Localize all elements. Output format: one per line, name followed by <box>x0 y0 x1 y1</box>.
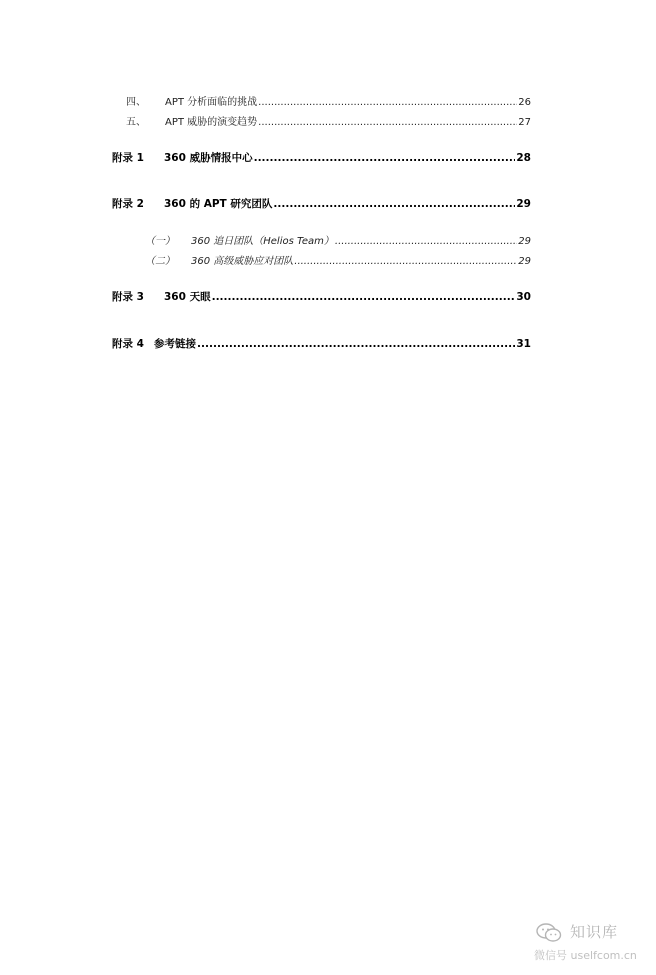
toc-leader-dots <box>273 198 515 210</box>
toc-entry-number: （二） <box>145 256 175 267</box>
toc-entry-page: 29 <box>518 236 531 247</box>
toc-entry-number: 四、 <box>126 97 146 108</box>
toc-entry-page: 29 <box>516 198 531 210</box>
toc-entry-page: 29 <box>518 256 531 267</box>
toc-leader-dots <box>254 152 516 164</box>
wechat-icon <box>536 923 562 943</box>
toc-entry-appendix-1[interactable] <box>112 150 531 165</box>
toc-entry-title: 360 高级威胁应对团队 <box>191 256 294 267</box>
toc-entry-title: 360 天眼 <box>164 291 211 303</box>
toc-leader-dots <box>335 236 517 247</box>
toc-entry-appendix-3[interactable] <box>112 289 531 304</box>
toc-entry-number: （一） <box>145 236 175 247</box>
toc-entry-title: 360 追日团队（Helios Team） <box>191 236 334 247</box>
toc-entry-page: 30 <box>516 291 531 303</box>
watermark <box>534 921 646 967</box>
toc-entry-appendix-2[interactable] <box>112 196 531 211</box>
toc-entry-page: 31 <box>516 338 531 350</box>
toc-entry-title: 360 威胁情报中心 <box>164 152 253 164</box>
toc-entry-label: 附录 2 <box>112 198 144 210</box>
toc-entry-label: 附录 3 <box>112 291 144 303</box>
toc-entry-section-5[interactable] <box>126 113 531 128</box>
toc-leader-dots <box>212 291 516 303</box>
toc-entry-section-4[interactable] <box>126 93 531 108</box>
toc-entry-subsection-1[interactable] <box>145 232 531 247</box>
toc-leader-dots <box>294 256 517 267</box>
toc-entry-page: 27 <box>518 117 531 128</box>
toc-entry-title: 360 的 APT 研究团队 <box>164 198 273 210</box>
toc-leader-dots <box>258 97 517 108</box>
toc-entry-title: APT 分析面临的挑战 <box>165 97 258 108</box>
toc-entry-title: 参考链接 <box>154 338 196 350</box>
toc-entry-page: 26 <box>518 97 531 108</box>
watermark-name: 知识库 <box>570 923 619 941</box>
toc-entry-appendix-4[interactable] <box>112 336 531 351</box>
toc-entry-label: 附录 4 <box>112 338 144 350</box>
toc-entry-label: 附录 1 <box>112 152 144 164</box>
watermark-account-id: 微信号 uselfcom.cn <box>534 949 637 962</box>
toc-leader-dots <box>258 117 517 128</box>
toc-leader-dots <box>197 338 515 350</box>
toc-entry-number: 五、 <box>126 117 146 128</box>
toc-entry-subsection-2[interactable] <box>145 252 531 267</box>
toc-entry-title: APT 威胁的演变趋势 <box>165 117 258 128</box>
toc-entry-page: 28 <box>516 152 531 164</box>
